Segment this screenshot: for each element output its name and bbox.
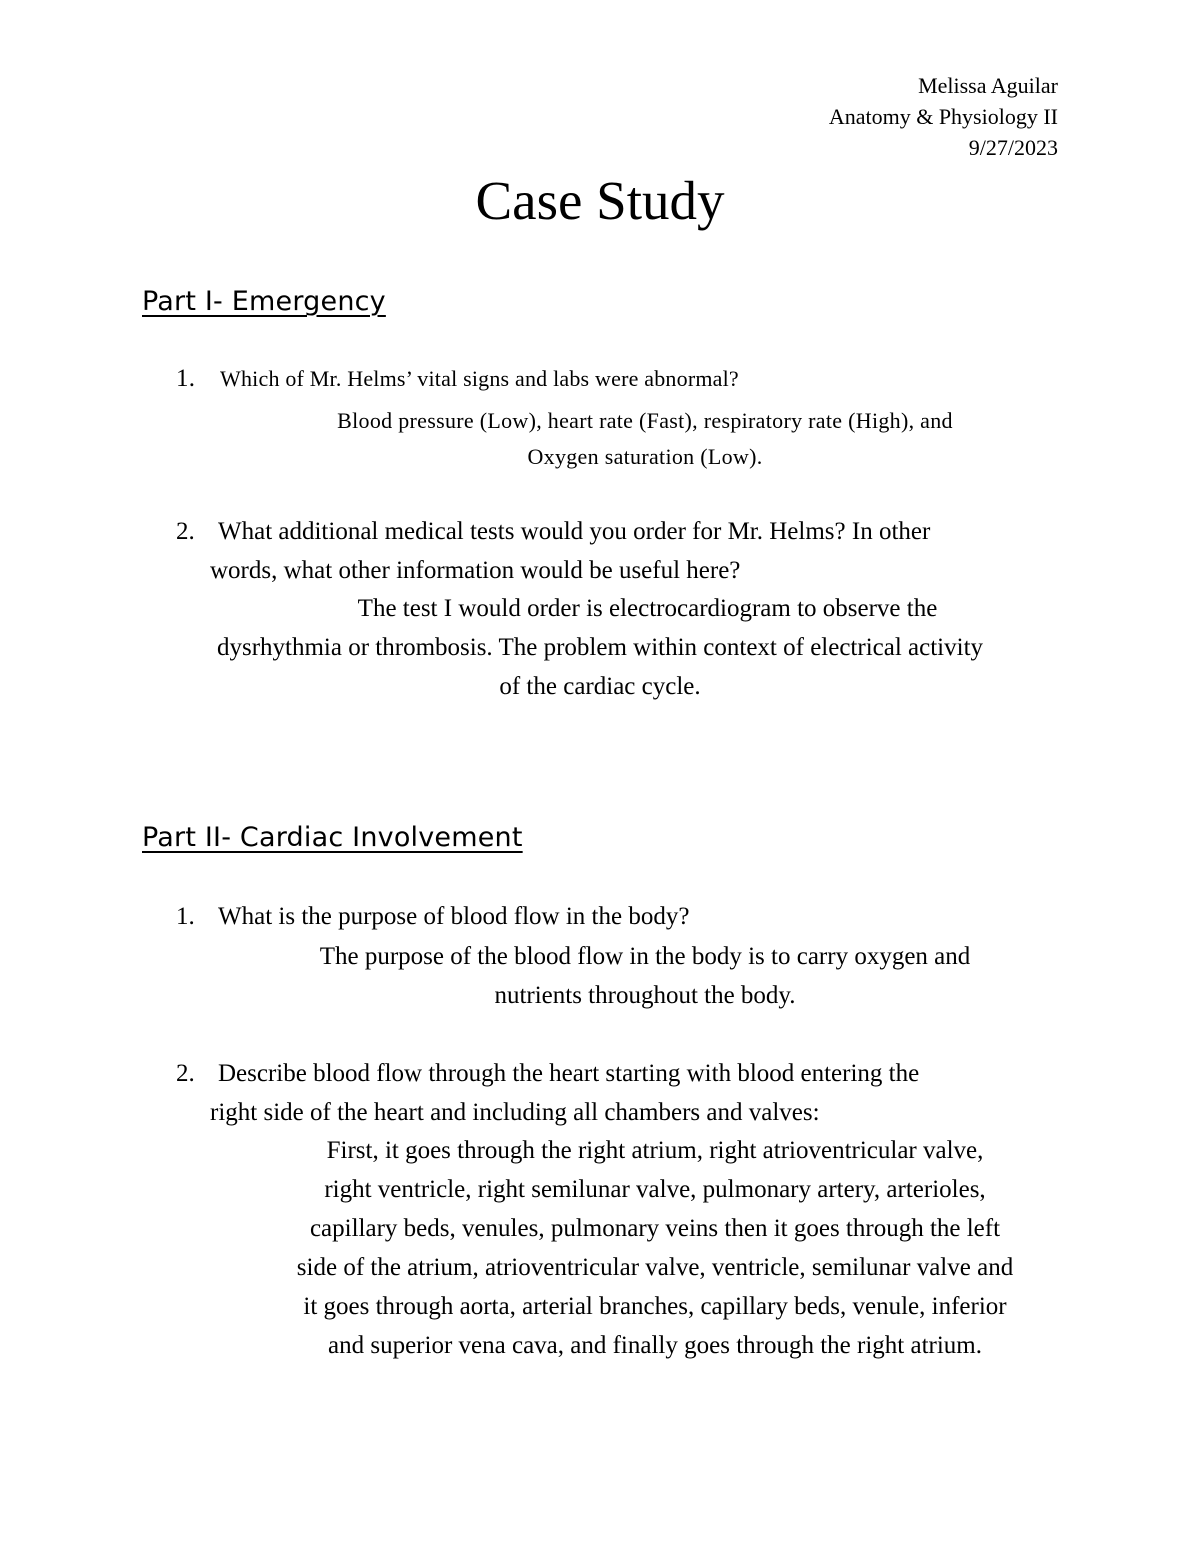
- question-text-line: right side of the heart and including all chambers and valves:: [210, 1099, 820, 1126]
- part2-heading: Part II- Cardiac Involvement: [142, 822, 523, 853]
- part1-answer-2: [100, 589, 1100, 706]
- question-text-line: Describe blood flow through the heart starting with blood entering the: [218, 1060, 920, 1087]
- answer-line: First, it goes through the right atrium, right atrioventricular valve,: [326, 1137, 984, 1164]
- part2-answer-2: [140, 1131, 1170, 1365]
- question-number: 1.: [176, 903, 195, 930]
- part2-answer-1: [150, 937, 1140, 1015]
- answer-line: it goes through aorta, arterial branches, capillary beds, venule, inferior: [303, 1293, 1007, 1320]
- question-number: 1.: [176, 365, 196, 392]
- answer-line: capillary beds, venules, pulmonary veins then it goes through the left: [309, 1215, 1001, 1242]
- question-text: What is the purpose of blood flow in the body?: [218, 903, 690, 930]
- part1-answer-1: [100, 403, 1190, 475]
- answer-line: and superior vena cava, and finally goes through the right atrium.: [328, 1332, 982, 1359]
- document-date: 9/27/2023: [968, 135, 1058, 160]
- answer-line: nutrients throughout the body.: [494, 982, 796, 1009]
- answer-line: Oxygen saturation (Low).: [527, 444, 763, 469]
- course-name: Anatomy & Physiology II: [828, 104, 1058, 129]
- answer-line: The purpose of the blood flow in the body is to carry oxygen and: [319, 943, 971, 970]
- question-text: Which of Mr. Helms’ vital signs and labs were abnormal?: [220, 366, 739, 391]
- document-header: [829, 70, 1058, 163]
- author-name: Melissa Aguilar: [918, 73, 1058, 98]
- document-title: Case Study: [475, 170, 725, 231]
- part1-heading: Part I- Emergency: [142, 286, 386, 317]
- answer-line: dysrhythmia or thrombosis. The problem within context of electrical activity: [216, 634, 984, 661]
- part1-question-1: [0, 366, 1200, 396]
- part2-question-1: [0, 899, 1200, 935]
- question-text-line: What additional medical tests would you order for Mr. Helms? In other: [218, 518, 931, 545]
- part2-question-2: [0, 1054, 1200, 1134]
- answer-line: of the cardiac cycle.: [499, 673, 701, 700]
- answer-line: side of the atrium, atrioventricular valve, ventricle, semilunar valve and: [296, 1254, 1014, 1281]
- answer-line: Blood pressure (Low), heart rate (Fast), respiratory rate (High), and: [337, 408, 953, 433]
- question-text-line: words, what other information would be useful here?: [210, 557, 741, 584]
- answer-line: The test I would order is electrocardiogram to observe the: [357, 595, 938, 622]
- answer-line: right ventricle, right semilunar valve, pulmonary artery, arterioles,: [324, 1176, 986, 1203]
- part1-question-2: [0, 512, 1200, 592]
- question-number: 2.: [176, 518, 195, 545]
- question-number: 2.: [176, 1060, 195, 1087]
